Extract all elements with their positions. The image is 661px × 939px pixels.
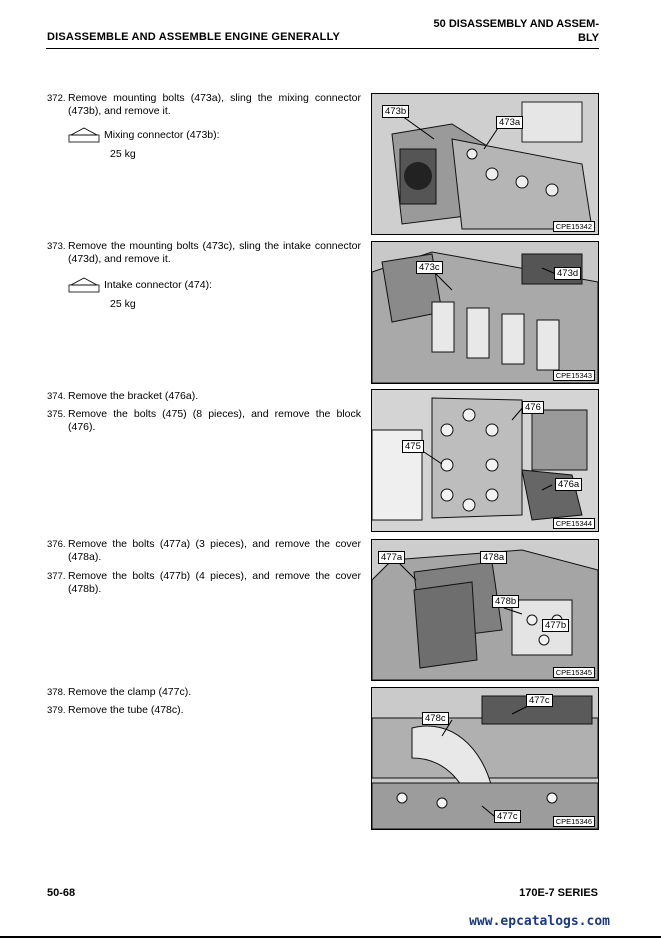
callout-478b: 478b (492, 595, 519, 608)
step-text: Remove the bracket (476a). (68, 390, 199, 402)
figure-cpe15346 (371, 687, 599, 830)
callout-477c-top: 477c (526, 694, 553, 707)
page-number: 50-68 (47, 887, 76, 899)
step-number: 377. (47, 571, 66, 582)
figure-id: CPE15344 (553, 518, 595, 529)
figure-cpe15342 (371, 93, 599, 235)
callout-473d: 473d (554, 267, 581, 280)
engine-illustration (372, 242, 598, 383)
section-title-line1: 50 DISASSEMBLY AND ASSEM- (433, 18, 599, 30)
figure-cpe15343 (371, 241, 599, 384)
figure-id: CPE15343 (553, 370, 595, 381)
step-number: 373. (47, 241, 66, 252)
figure-id: CPE15346 (553, 816, 595, 827)
step-text: Remove the bolts (475) (8 pieces), and remove the block (476). (68, 408, 361, 433)
callout-473a: 473a (496, 116, 523, 129)
step-374 (47, 390, 361, 403)
step-number: 378. (47, 687, 66, 698)
callout-477b: 477b (542, 619, 569, 632)
callout-477a: 477a (378, 551, 405, 564)
step-377 (47, 570, 361, 596)
watermark-link[interactable]: www.epcatalogs.com (469, 914, 610, 929)
weight-icon (68, 127, 100, 143)
callout-475: 475 (402, 440, 424, 453)
step-text: Remove the tube (478c). (68, 704, 184, 716)
callout-478c: 478c (422, 712, 449, 725)
figure-cpe15344 (371, 389, 599, 532)
step-376 (47, 538, 361, 564)
weight-value: 25 kg (110, 148, 136, 160)
bottom-divider (0, 936, 661, 938)
step-number: 372. (47, 93, 66, 104)
section-title (369, 17, 599, 45)
callout-477c-bottom: 477c (494, 810, 521, 823)
page-title: DISASSEMBLE AND ASSEMBLE ENGINE GENERALLY (47, 31, 341, 43)
engine-illustration (372, 688, 598, 829)
weight-icon (68, 277, 100, 293)
callout-473c: 473c (416, 261, 443, 274)
step-373 (47, 240, 361, 266)
figure-cpe15345 (371, 539, 599, 681)
step-number: 376. (47, 539, 66, 550)
step-372 (47, 92, 361, 118)
series-label: 170E-7 SERIES (519, 887, 598, 899)
figure-id: CPE15345 (553, 667, 595, 678)
engine-illustration (372, 390, 598, 531)
weight-label: Intake connector (474): (104, 279, 212, 291)
step-text: Remove the bolts (477a) (3 pieces), and remove the cover (478a). (68, 538, 361, 563)
figure-id: CPE15342 (553, 221, 595, 232)
callout-478a: 478a (480, 551, 507, 564)
step-text: Remove the clamp (477c). (68, 686, 192, 698)
step-text: Remove the bolts (477b) (4 pieces), and remove the cover (478b). (68, 570, 361, 595)
step-379 (47, 704, 361, 717)
step-number: 379. (47, 705, 66, 716)
step-text: Remove mounting bolts (473a), sling the mixing connector (473b), and remove it. (68, 92, 361, 117)
callout-473b: 473b (382, 105, 409, 118)
step-text: Remove the mounting bolts (473c), sling the intake connector (473d), and remove it. (68, 240, 361, 265)
callout-476a: 476a (555, 478, 582, 491)
weight-value: 25 kg (110, 298, 136, 310)
header-divider (46, 48, 599, 49)
step-number: 374. (47, 391, 66, 402)
weight-label: Mixing connector (473b): (104, 129, 220, 141)
callout-476: 476 (522, 401, 544, 414)
section-title-line2: BLY (578, 32, 599, 44)
step-378 (47, 686, 361, 699)
step-number: 375. (47, 409, 66, 420)
step-375 (47, 408, 361, 434)
